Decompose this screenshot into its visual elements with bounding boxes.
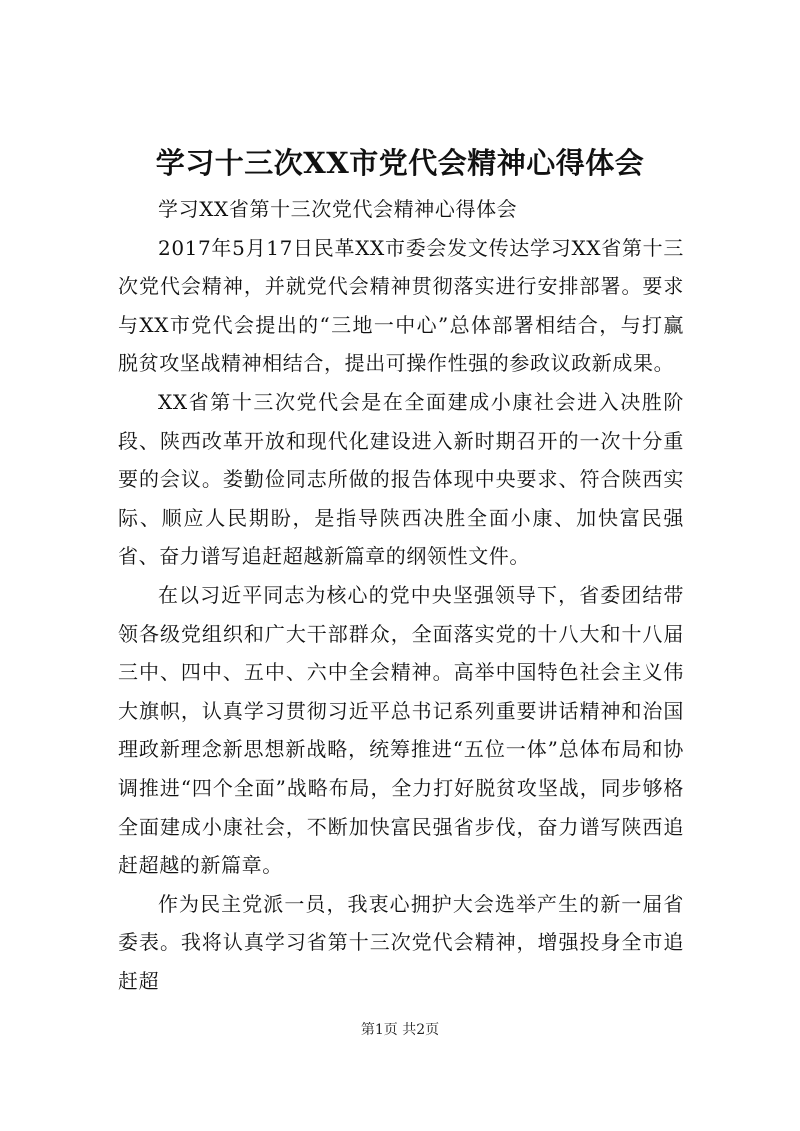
page-number-footer: 第1页 共2页 [360,1022,440,1038]
paragraph: 在以习近平同志为核心的党中央坚强领导下，省委团结带领各级党组织和广大干部群众，全面落实党的十八大和十八届三中、四中、五中、六中全会精神。高举中国特色社会主义伟大旗帜，认真学习贯彻习近平总书记系列重要讲话精神和治国理政新理念新思想新战略，统筹推进“五位一体”总体布局和协调推进“四个全面”战略布局，全力打好脱贫攻坚战，同步够格全面建成小康社会，不断加快富民强省步伐，奋力谱写陕西追赶超越的新篇章。 [118,582,684,878]
paragraph: 2017年5月17日民革XX市委会发文传达学习XX省第十三次党代会精神，并就党代会精神贯彻落实进行安排部署。要求与XX市党代会提出的“三地一中心”总体部署相结合，与打赢脱贫攻坚战精神相结合，提出可操作性强的参政议政新成果。 [118,235,684,376]
subtitle-paragraph: 学习XX省第十三次党代会精神心得体会 [158,197,518,221]
document-body [118,190,684,1000]
document-title: 学习十三次XX市党代会精神心得体会 [155,146,645,180]
paragraph: XX省第十三次党代会是在全面建成小康社会进入决胜阶段、陕西改革开放和现代化建设进入新时期召开的一次十分重要的会议。娄勤俭同志所做的报告体现中央要求、符合陕西实际、顺应人民期盼，是指导陕西决胜全面小康、加快富民强省、奋力谱写追赶超越新篇章的纲领性文件。 [118,389,684,569]
paragraph: 作为民主党派一员，我衷心拥护大会选举产生的新一届省委表。我将认真学习省第十三次党代会精神，增强投身全市追赶超 [118,891,684,993]
